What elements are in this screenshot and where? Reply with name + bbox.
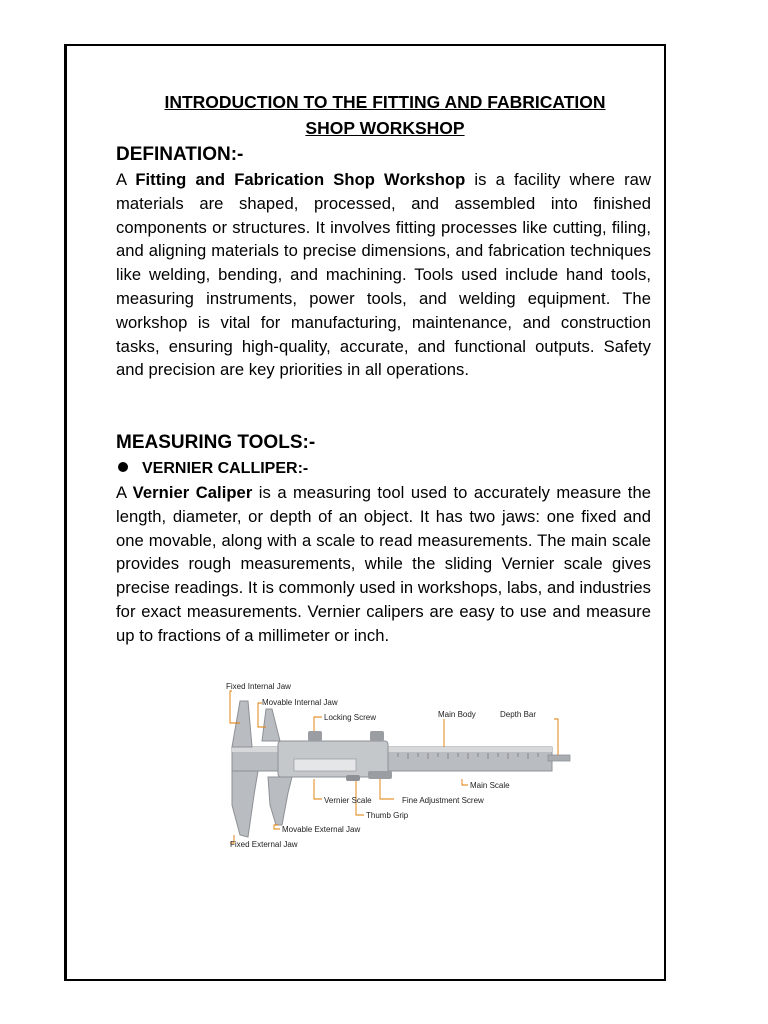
label-fixed-external-jaw: Fixed External Jaw — [230, 840, 298, 849]
definition-lead: A — [116, 170, 136, 189]
page-title-line-1: INTRODUCTION TO THE FITTING AND FABRICATION — [164, 92, 606, 112]
vernier-body: is a measuring tool used to accurately measure the length, diameter, or depth of an object. It has two jaws: one fixed and one movable, along with a scale to read measurements. The main scale provides rough measurements, while the sliding Vernier scale gives precise readings. It is commonly used in workshops, labs, and industries for exact measurements. Vernier calipers are easy to use and measure up to fractions of a millimeter or inch. — [116, 483, 651, 645]
label-fixed-internal-jaw: Fixed Internal Jaw — [226, 682, 291, 691]
bullet-icon — [118, 462, 128, 472]
vernier-term: Vernier Caliper — [132, 483, 253, 502]
definition-term: Fitting and Fabrication Shop Workshop — [135, 170, 466, 189]
label-thumb-grip: Thumb Grip — [366, 811, 409, 820]
definition-paragraph — [116, 168, 651, 382]
label-main-body: Main Body — [438, 710, 476, 719]
page-title-line-2: SHOP WORKSHOP — [305, 118, 465, 138]
definition-body: is a facility where raw materials are shaped, processed, and assembled into finished components or structures. It involves fitting processes like cutting, filing, and aligning materials to precise dimensions, and fabrication techniques like welding, bending, and machining. Tools used include hand tools, measuring instruments, power tools, and welding equipment. The workshop is vital for manufacturing, maintenance, and construction tasks, ensuring high-quality, accurate, and functional outputs. Safety and precision are key priorities in all operations. — [116, 170, 651, 380]
label-depth-bar: Depth Bar — [500, 710, 537, 719]
vernier-bullet — [118, 458, 308, 480]
label-movable-external-jaw: Movable External Jaw — [282, 825, 361, 834]
measuring-tools-heading: MEASURING TOOLS:- — [116, 432, 316, 453]
label-main-scale: Main Scale — [470, 781, 510, 790]
vernier-lead: A — [116, 483, 133, 502]
label-locking-screw: Locking Screw — [324, 713, 377, 722]
label-vernier-scale: Vernier Scale — [324, 796, 372, 805]
vernier-paragraph — [116, 481, 651, 648]
vernier-caliper-diagram — [218, 675, 580, 855]
label-movable-internal-jaw: Movable Internal Jaw — [262, 698, 338, 707]
vernier-bullet-label: VERNIER CALLIPER:- — [142, 460, 309, 477]
vernier-caliper-illustration — [218, 675, 580, 855]
definition-heading: DEFINATION:- — [116, 144, 244, 165]
label-fine-adjustment-screw: Fine Adjustment Screw — [402, 796, 484, 805]
